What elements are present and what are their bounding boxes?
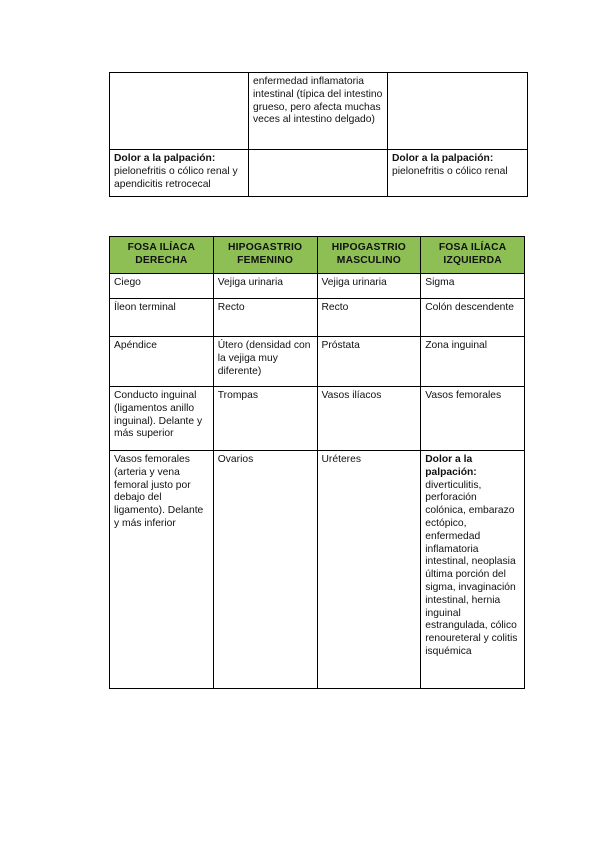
cell-text: pielonefritis o cólico renal y apendicitis retrocecal bbox=[114, 165, 238, 190]
table-cell: Uréteres bbox=[317, 451, 421, 689]
table-row bbox=[110, 274, 525, 299]
table-cell: Recto bbox=[213, 299, 317, 337]
table-cell: Próstata bbox=[317, 337, 421, 387]
table-cell bbox=[110, 150, 249, 197]
table-cell bbox=[388, 73, 528, 150]
cell-text: diverticulitis, perforación colónica, embarazo ectópico, enfermedad inflamatoria intestinal, neoplasia última porción del sigma, invaginación intestinal, hernia inguinal estrangulada, cólico renoureteral y colitis isquémica bbox=[425, 479, 518, 657]
table-cell: Útero (densidad con la vejiga muy diferente) bbox=[213, 337, 317, 387]
table-cell bbox=[249, 150, 388, 197]
table-row bbox=[110, 299, 525, 337]
top-table bbox=[109, 72, 528, 197]
column-header: HIPOGASTRIO MASCULINO bbox=[317, 237, 421, 274]
header-row bbox=[110, 237, 525, 274]
cell-heading: Dolor a la palpación: bbox=[392, 153, 494, 164]
table-row bbox=[110, 73, 528, 150]
cell-heading: Dolor a la palpación: bbox=[425, 454, 477, 478]
table-cell: Vasos ilíacos bbox=[317, 387, 421, 451]
table-cell: Vasos femorales bbox=[421, 387, 525, 451]
table-cell: Recto bbox=[317, 299, 421, 337]
table-cell: Apéndice bbox=[110, 337, 214, 387]
table-cell: Vejiga urinaria bbox=[317, 274, 421, 299]
table-cell: enfermedad inflamatoria intestinal (típica del intestino grueso, pero afecta muchas veces al intestino delgado) bbox=[249, 73, 388, 150]
table-cell: Trompas bbox=[213, 387, 317, 451]
table-cell: Conducto inguinal (ligamentos anillo inguinal). Delante y más superior bbox=[110, 387, 214, 451]
table-row bbox=[110, 451, 525, 689]
table-cell: Íleon terminal bbox=[110, 299, 214, 337]
column-header: HIPOGASTRIO FEMENINO bbox=[213, 237, 317, 274]
table-cell bbox=[421, 451, 525, 689]
table-cell: Ciego bbox=[110, 274, 214, 299]
column-header: FOSA ILÍACA IZQUIERDA bbox=[421, 237, 525, 274]
abdominal-regions-table bbox=[109, 236, 525, 689]
table-cell bbox=[388, 150, 528, 197]
table-row bbox=[110, 150, 528, 197]
column-header: FOSA ILÍACA DERECHA bbox=[110, 237, 214, 274]
table-row bbox=[110, 337, 525, 387]
cell-text: pielonefritis o cólico renal bbox=[392, 165, 508, 177]
table-cell: Vasos femorales (arteria y vena femoral justo por debajo del ligamento). Delante y más inferior bbox=[110, 451, 214, 689]
cell-heading: Dolor a la palpación: bbox=[114, 153, 216, 164]
table-cell: Vejiga urinaria bbox=[213, 274, 317, 299]
table-cell: Sigma bbox=[421, 274, 525, 299]
table-cell bbox=[110, 73, 249, 150]
table-cell: Colón descendente bbox=[421, 299, 525, 337]
table-cell: Ovarios bbox=[213, 451, 317, 689]
table-cell: Zona inguinal bbox=[421, 337, 525, 387]
table-row bbox=[110, 387, 525, 451]
